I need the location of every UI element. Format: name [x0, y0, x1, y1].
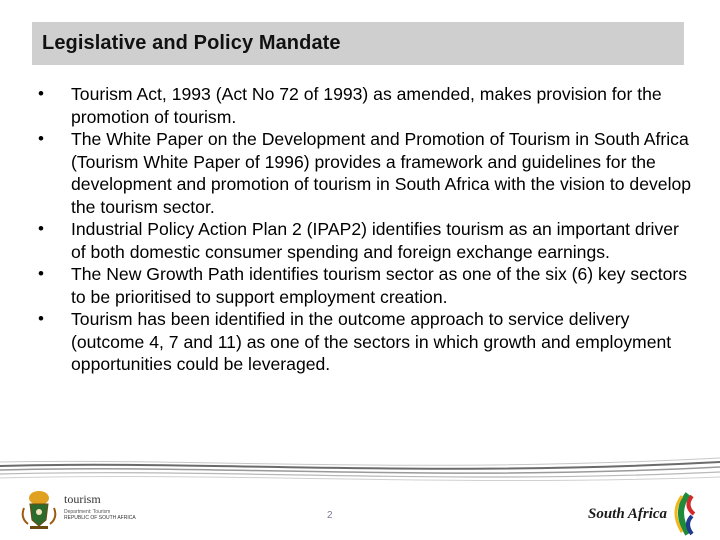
bullet-dot: •	[38, 264, 44, 283]
bullet-dot: •	[38, 309, 44, 328]
bullet-dot: •	[38, 129, 44, 148]
bullet-text: Tourism Act, 1993 (Act No 72 of 1993) as amended, makes provision for the promotion of tourism.	[71, 84, 662, 127]
bullet-list	[36, 83, 696, 376]
bullet-item	[36, 83, 696, 128]
title-bar	[32, 22, 684, 65]
bullet-item	[36, 263, 696, 308]
bullet-item	[36, 218, 696, 263]
dept-branding	[64, 492, 136, 521]
bullet-item	[36, 128, 696, 218]
bullet-text: Industrial Policy Action Plan 2 (IPAP2) identifies tourism as an important driver of both domestic consumer spending and foreign exchange earnings.	[71, 219, 679, 262]
slide-title: Legislative and Policy Mandate	[42, 32, 341, 54]
bullet-dot: •	[38, 84, 44, 103]
bullet-text: The White Paper on the Development and Promotion of Tourism in South Africa (Tourism White Paper of 1996) provides a framework and guidelines for the development and promotion of tourism in South Africa with the vision to develop the tourism sector.	[71, 129, 692, 217]
coat-of-arms-icon	[20, 488, 58, 530]
dept-sub: Department: Tourism	[64, 509, 111, 515]
dept-name: tourism	[64, 492, 101, 506]
bullet-text: Tourism has been identified in the outcome approach to service delivery (outcome 4, 7 and 11) as one of the sectors in which growth and employment opportunities could be leveraged.	[71, 309, 672, 374]
bullet-text: The New Growth Path identifies tourism sector as one of the six (6) key sectors to be prioritised to support employment creation.	[71, 264, 688, 307]
dept-country: REPUBLIC OF SOUTH AFRICA	[64, 515, 136, 521]
page-number: 2	[327, 510, 333, 521]
bullet-item	[36, 308, 696, 376]
footer-wave	[0, 448, 720, 488]
bullet-dot: •	[38, 219, 44, 238]
south-africa-brand-logo	[586, 492, 696, 536]
brand-logo-text: South Africa	[588, 506, 668, 522]
